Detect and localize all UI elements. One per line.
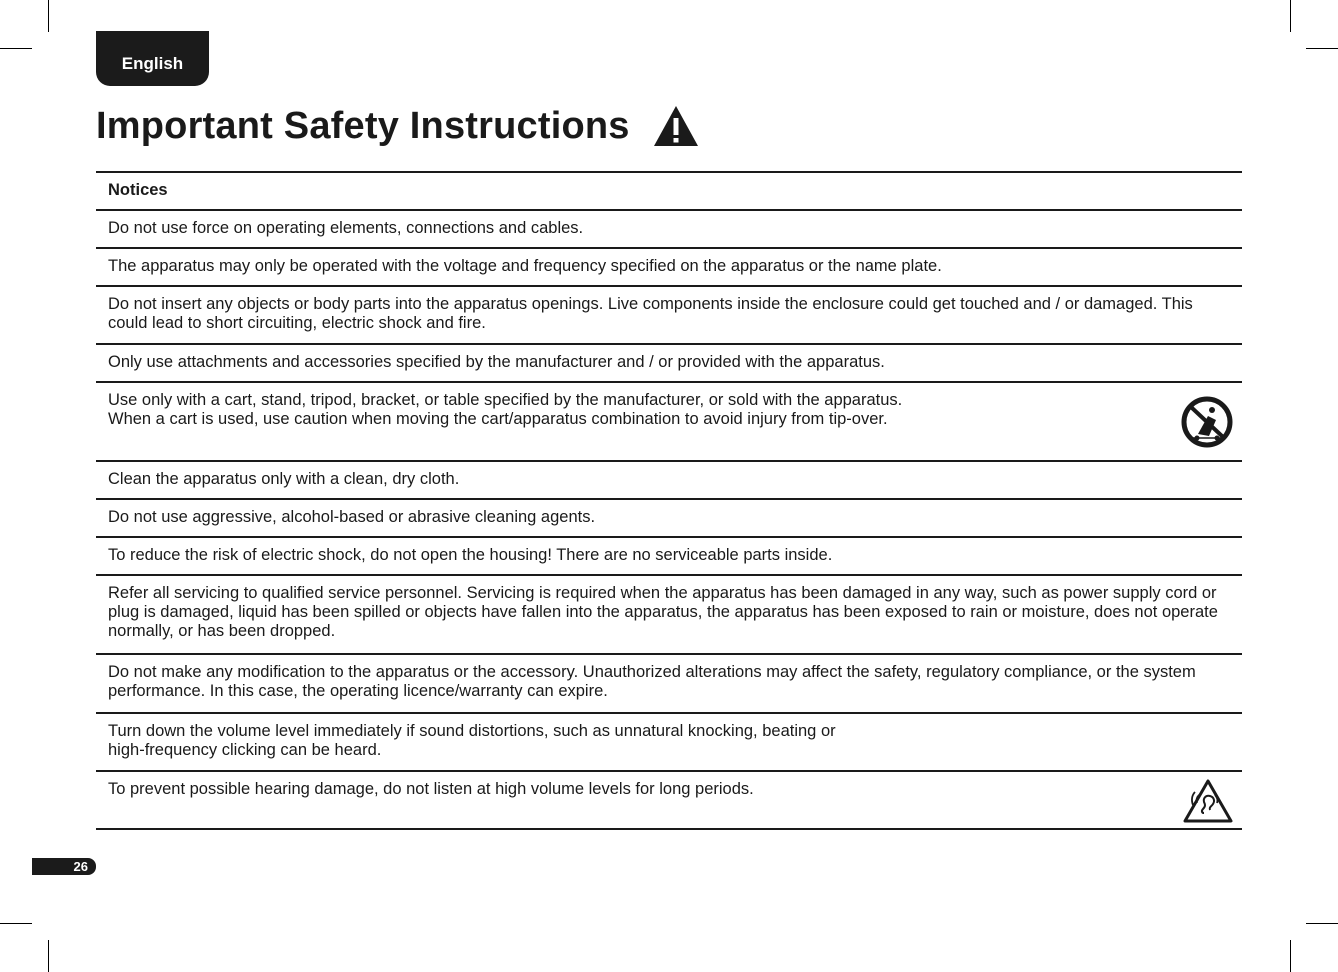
hearing-damage-icon [1182, 778, 1234, 824]
cart-line-2: When a cart is used, use caution when moving the cart/apparatus combination to avoid injury from tip-over. [108, 410, 888, 428]
notice-text: To prevent possible hearing damage, do not listen at high volume levels for long periods. [108, 780, 754, 798]
crop-mark [1306, 48, 1338, 49]
notice-text: Clean the apparatus only with a clean, dry cloth. [108, 470, 460, 488]
language-tab: English [96, 31, 209, 86]
list-item-cart [96, 383, 1242, 462]
warning-triangle-icon [652, 104, 700, 148]
list-item [96, 211, 1242, 249]
notices-table [96, 171, 1242, 830]
page-title: Important Safety Instructions [96, 104, 630, 147]
list-item [96, 655, 1242, 714]
list-item-volume [96, 714, 1242, 772]
list-item [96, 462, 1242, 500]
list-item [96, 287, 1242, 345]
crop-mark [1290, 940, 1291, 972]
notices-heading: Notices [96, 173, 1242, 211]
cart-tip-over-icon [1181, 396, 1233, 448]
notice-text: Do not use aggressive, alcohol-based or abrasive cleaning agents. [108, 508, 596, 526]
volume-line-2: high-frequency clicking can be heard. [108, 741, 382, 759]
notice-text: Do not insert any objects or body parts into the apparatus openings. Live components inside the enclosure could get touched and / or damaged. This could lead to short circuiting, electric shock and fire. [108, 295, 1193, 332]
page-number: 26 [32, 858, 96, 875]
crop-mark [0, 48, 32, 49]
notice-text: Do not make any modification to the apparatus or the accessory. Unauthorized alterations may affect the safety, regulatory compliance, or the system performance. In this case, the operating licence/warranty can expire. [108, 663, 1196, 700]
list-item [96, 345, 1242, 383]
crop-mark [48, 940, 49, 972]
notice-text: Only use attachments and accessories specified by the manufacturer and / or provided with the apparatus. [108, 353, 885, 371]
notice-text: To reduce the risk of electric shock, do not open the housing! There are no serviceable parts inside. [108, 546, 833, 564]
list-item-hearing [96, 772, 1242, 830]
crop-mark [0, 923, 32, 924]
title-row [96, 98, 700, 154]
crop-mark [48, 0, 49, 32]
crop-mark [1290, 0, 1291, 32]
list-item [96, 249, 1242, 287]
notice-text: The apparatus may only be operated with the voltage and frequency specified on the apparatus or the name plate. [108, 257, 942, 275]
list-item [96, 538, 1242, 576]
notice-text: Refer all servicing to qualified service personnel. Servicing is required when the apparatus has been damaged in any way, such as power supply cord or plug is damaged, liquid has been spilled or objects have fallen into the apparatus, the apparatus has been exposed to rain or moisture, does not operate normally, or has been dropped. [108, 584, 1218, 640]
list-item [96, 576, 1242, 655]
cart-line-1: Use only with a cart, stand, tripod, bracket, or table specified by the manufacturer, or sold with the apparatus. [108, 391, 903, 409]
list-item [96, 500, 1242, 538]
crop-mark [1306, 923, 1338, 924]
volume-line-1: Turn down the volume level immediately if sound distortions, such as unnatural knocking, beating or [108, 722, 836, 740]
notice-text: Do not use force on operating elements, connections and cables. [108, 219, 584, 237]
